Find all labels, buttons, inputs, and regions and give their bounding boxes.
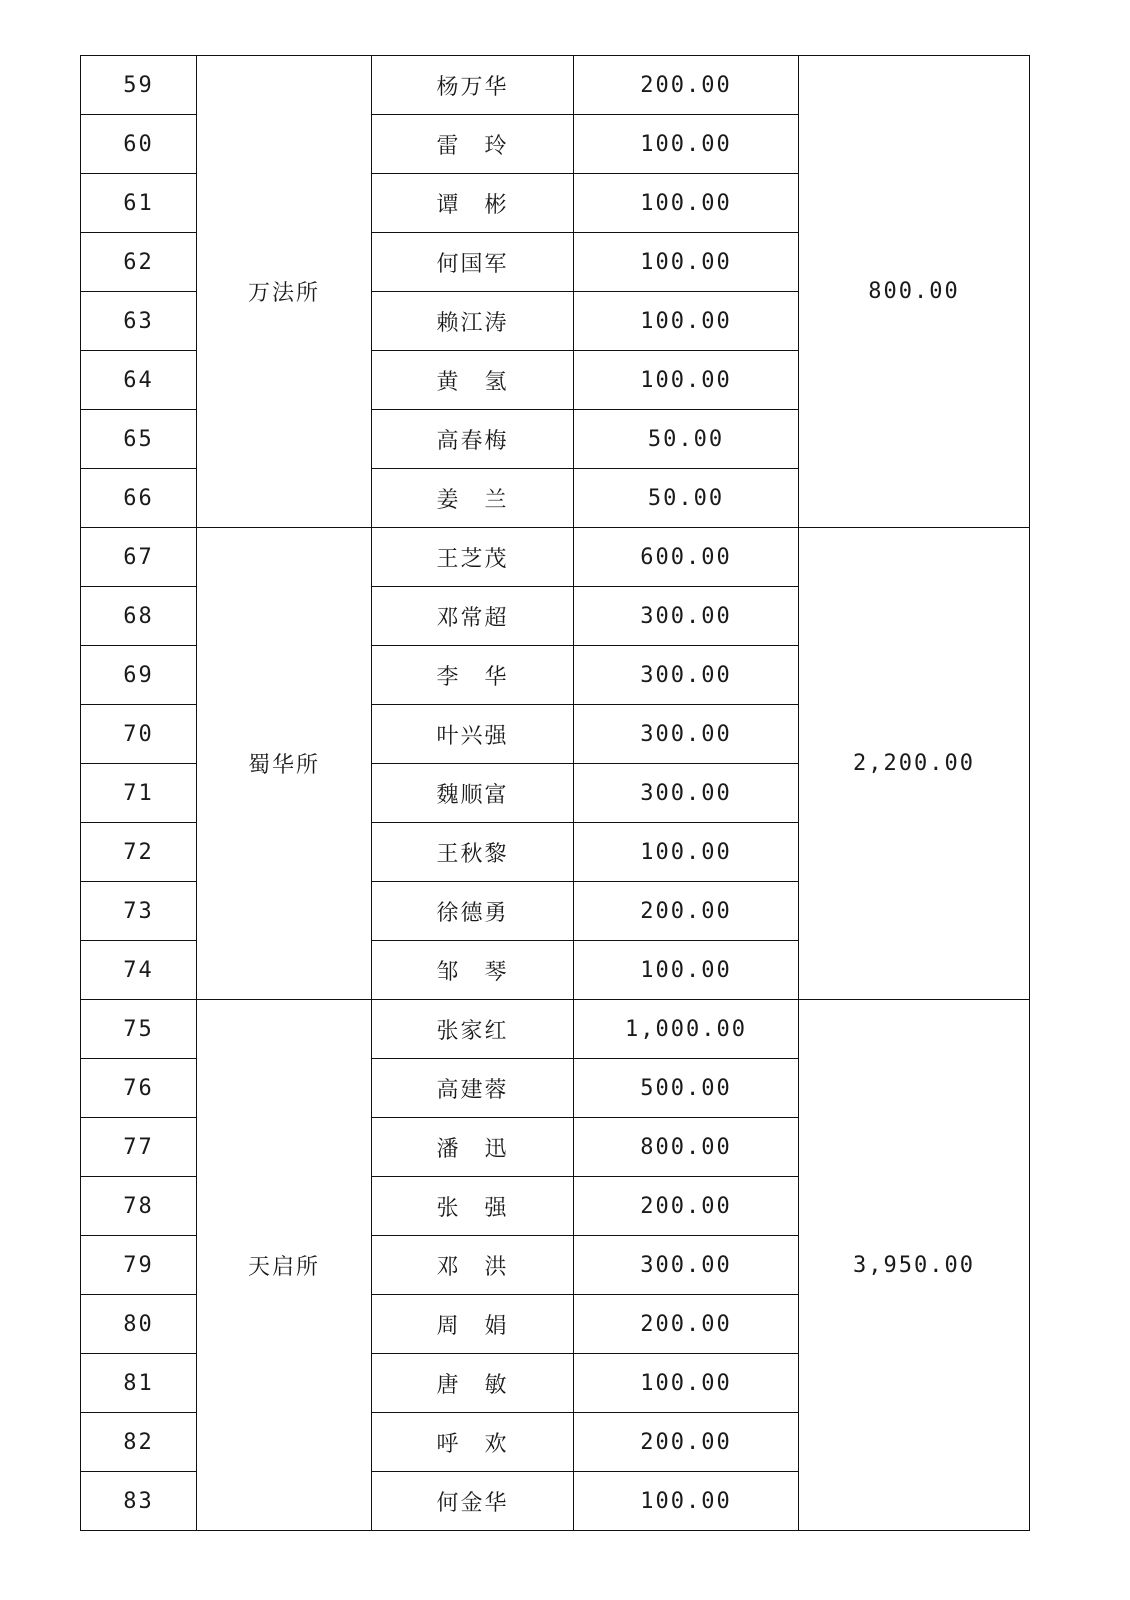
row-number: 73 bbox=[81, 882, 197, 941]
person-name: 张家红 bbox=[372, 1000, 574, 1059]
amount: 100.00 bbox=[574, 941, 799, 1000]
row-number: 62 bbox=[81, 233, 197, 292]
amount: 100.00 bbox=[574, 1472, 799, 1531]
person-name: 邓常超 bbox=[372, 587, 574, 646]
unit-total: 3,950.00 bbox=[799, 1000, 1030, 1531]
amount: 200.00 bbox=[574, 882, 799, 941]
row-number: 64 bbox=[81, 351, 197, 410]
person-name: 谭 彬 bbox=[372, 174, 574, 233]
person-name: 姜 兰 bbox=[372, 469, 574, 528]
row-number: 72 bbox=[81, 823, 197, 882]
amount: 200.00 bbox=[574, 1295, 799, 1354]
amount: 50.00 bbox=[574, 410, 799, 469]
row-number: 76 bbox=[81, 1059, 197, 1118]
person-name: 雷 玲 bbox=[372, 115, 574, 174]
amount: 800.00 bbox=[574, 1118, 799, 1177]
row-number: 65 bbox=[81, 410, 197, 469]
amount: 100.00 bbox=[574, 174, 799, 233]
table-row bbox=[81, 528, 1030, 587]
person-name: 徐德勇 bbox=[372, 882, 574, 941]
amount: 200.00 bbox=[574, 1177, 799, 1236]
row-number: 69 bbox=[81, 646, 197, 705]
row-number: 63 bbox=[81, 292, 197, 351]
amount: 500.00 bbox=[574, 1059, 799, 1118]
table-row bbox=[81, 1000, 1030, 1059]
unit-name: 天启所 bbox=[197, 1000, 372, 1531]
row-number: 83 bbox=[81, 1472, 197, 1531]
row-number: 70 bbox=[81, 705, 197, 764]
person-name: 周 娟 bbox=[372, 1295, 574, 1354]
amount: 100.00 bbox=[574, 823, 799, 882]
amount: 1,000.00 bbox=[574, 1000, 799, 1059]
person-name: 魏顺富 bbox=[372, 764, 574, 823]
amount: 200.00 bbox=[574, 56, 799, 115]
amount: 50.00 bbox=[574, 469, 799, 528]
row-number: 61 bbox=[81, 174, 197, 233]
amount: 100.00 bbox=[574, 292, 799, 351]
amount: 300.00 bbox=[574, 646, 799, 705]
person-name: 邓 洪 bbox=[372, 1236, 574, 1295]
unit-total: 800.00 bbox=[799, 56, 1030, 528]
person-name: 潘 迅 bbox=[372, 1118, 574, 1177]
row-number: 80 bbox=[81, 1295, 197, 1354]
person-name: 王秋黎 bbox=[372, 823, 574, 882]
row-number: 77 bbox=[81, 1118, 197, 1177]
person-name: 何国军 bbox=[372, 233, 574, 292]
person-name: 邹 琴 bbox=[372, 941, 574, 1000]
amount: 200.00 bbox=[574, 1413, 799, 1472]
row-number: 74 bbox=[81, 941, 197, 1000]
amount: 300.00 bbox=[574, 705, 799, 764]
row-number: 68 bbox=[81, 587, 197, 646]
person-name: 唐 敏 bbox=[372, 1354, 574, 1413]
amount: 100.00 bbox=[574, 1354, 799, 1413]
person-name: 王芝茂 bbox=[372, 528, 574, 587]
row-number: 66 bbox=[81, 469, 197, 528]
amount: 600.00 bbox=[574, 528, 799, 587]
person-name: 黄 氢 bbox=[372, 351, 574, 410]
person-name: 叶兴强 bbox=[372, 705, 574, 764]
unit-total: 2,200.00 bbox=[799, 528, 1030, 1000]
person-name: 杨万华 bbox=[372, 56, 574, 115]
person-name: 呼 欢 bbox=[372, 1413, 574, 1472]
person-name: 张 强 bbox=[372, 1177, 574, 1236]
row-number: 75 bbox=[81, 1000, 197, 1059]
person-name: 何金华 bbox=[372, 1472, 574, 1531]
amount: 100.00 bbox=[574, 115, 799, 174]
row-number: 82 bbox=[81, 1413, 197, 1472]
unit-name: 蜀华所 bbox=[197, 528, 372, 1000]
table-body bbox=[81, 56, 1030, 1531]
amount: 100.00 bbox=[574, 233, 799, 292]
person-name: 高春梅 bbox=[372, 410, 574, 469]
row-number: 79 bbox=[81, 1236, 197, 1295]
amount: 300.00 bbox=[574, 764, 799, 823]
person-name: 李 华 bbox=[372, 646, 574, 705]
row-number: 71 bbox=[81, 764, 197, 823]
unit-name: 万法所 bbox=[197, 56, 372, 528]
row-number: 67 bbox=[81, 528, 197, 587]
row-number: 81 bbox=[81, 1354, 197, 1413]
amount: 300.00 bbox=[574, 1236, 799, 1295]
person-name: 赖江涛 bbox=[372, 292, 574, 351]
table-row bbox=[81, 56, 1030, 115]
row-number: 59 bbox=[81, 56, 197, 115]
donation-table bbox=[80, 55, 1030, 1531]
amount: 300.00 bbox=[574, 587, 799, 646]
row-number: 60 bbox=[81, 115, 197, 174]
amount: 100.00 bbox=[574, 351, 799, 410]
person-name: 高建蓉 bbox=[372, 1059, 574, 1118]
row-number: 78 bbox=[81, 1177, 197, 1236]
